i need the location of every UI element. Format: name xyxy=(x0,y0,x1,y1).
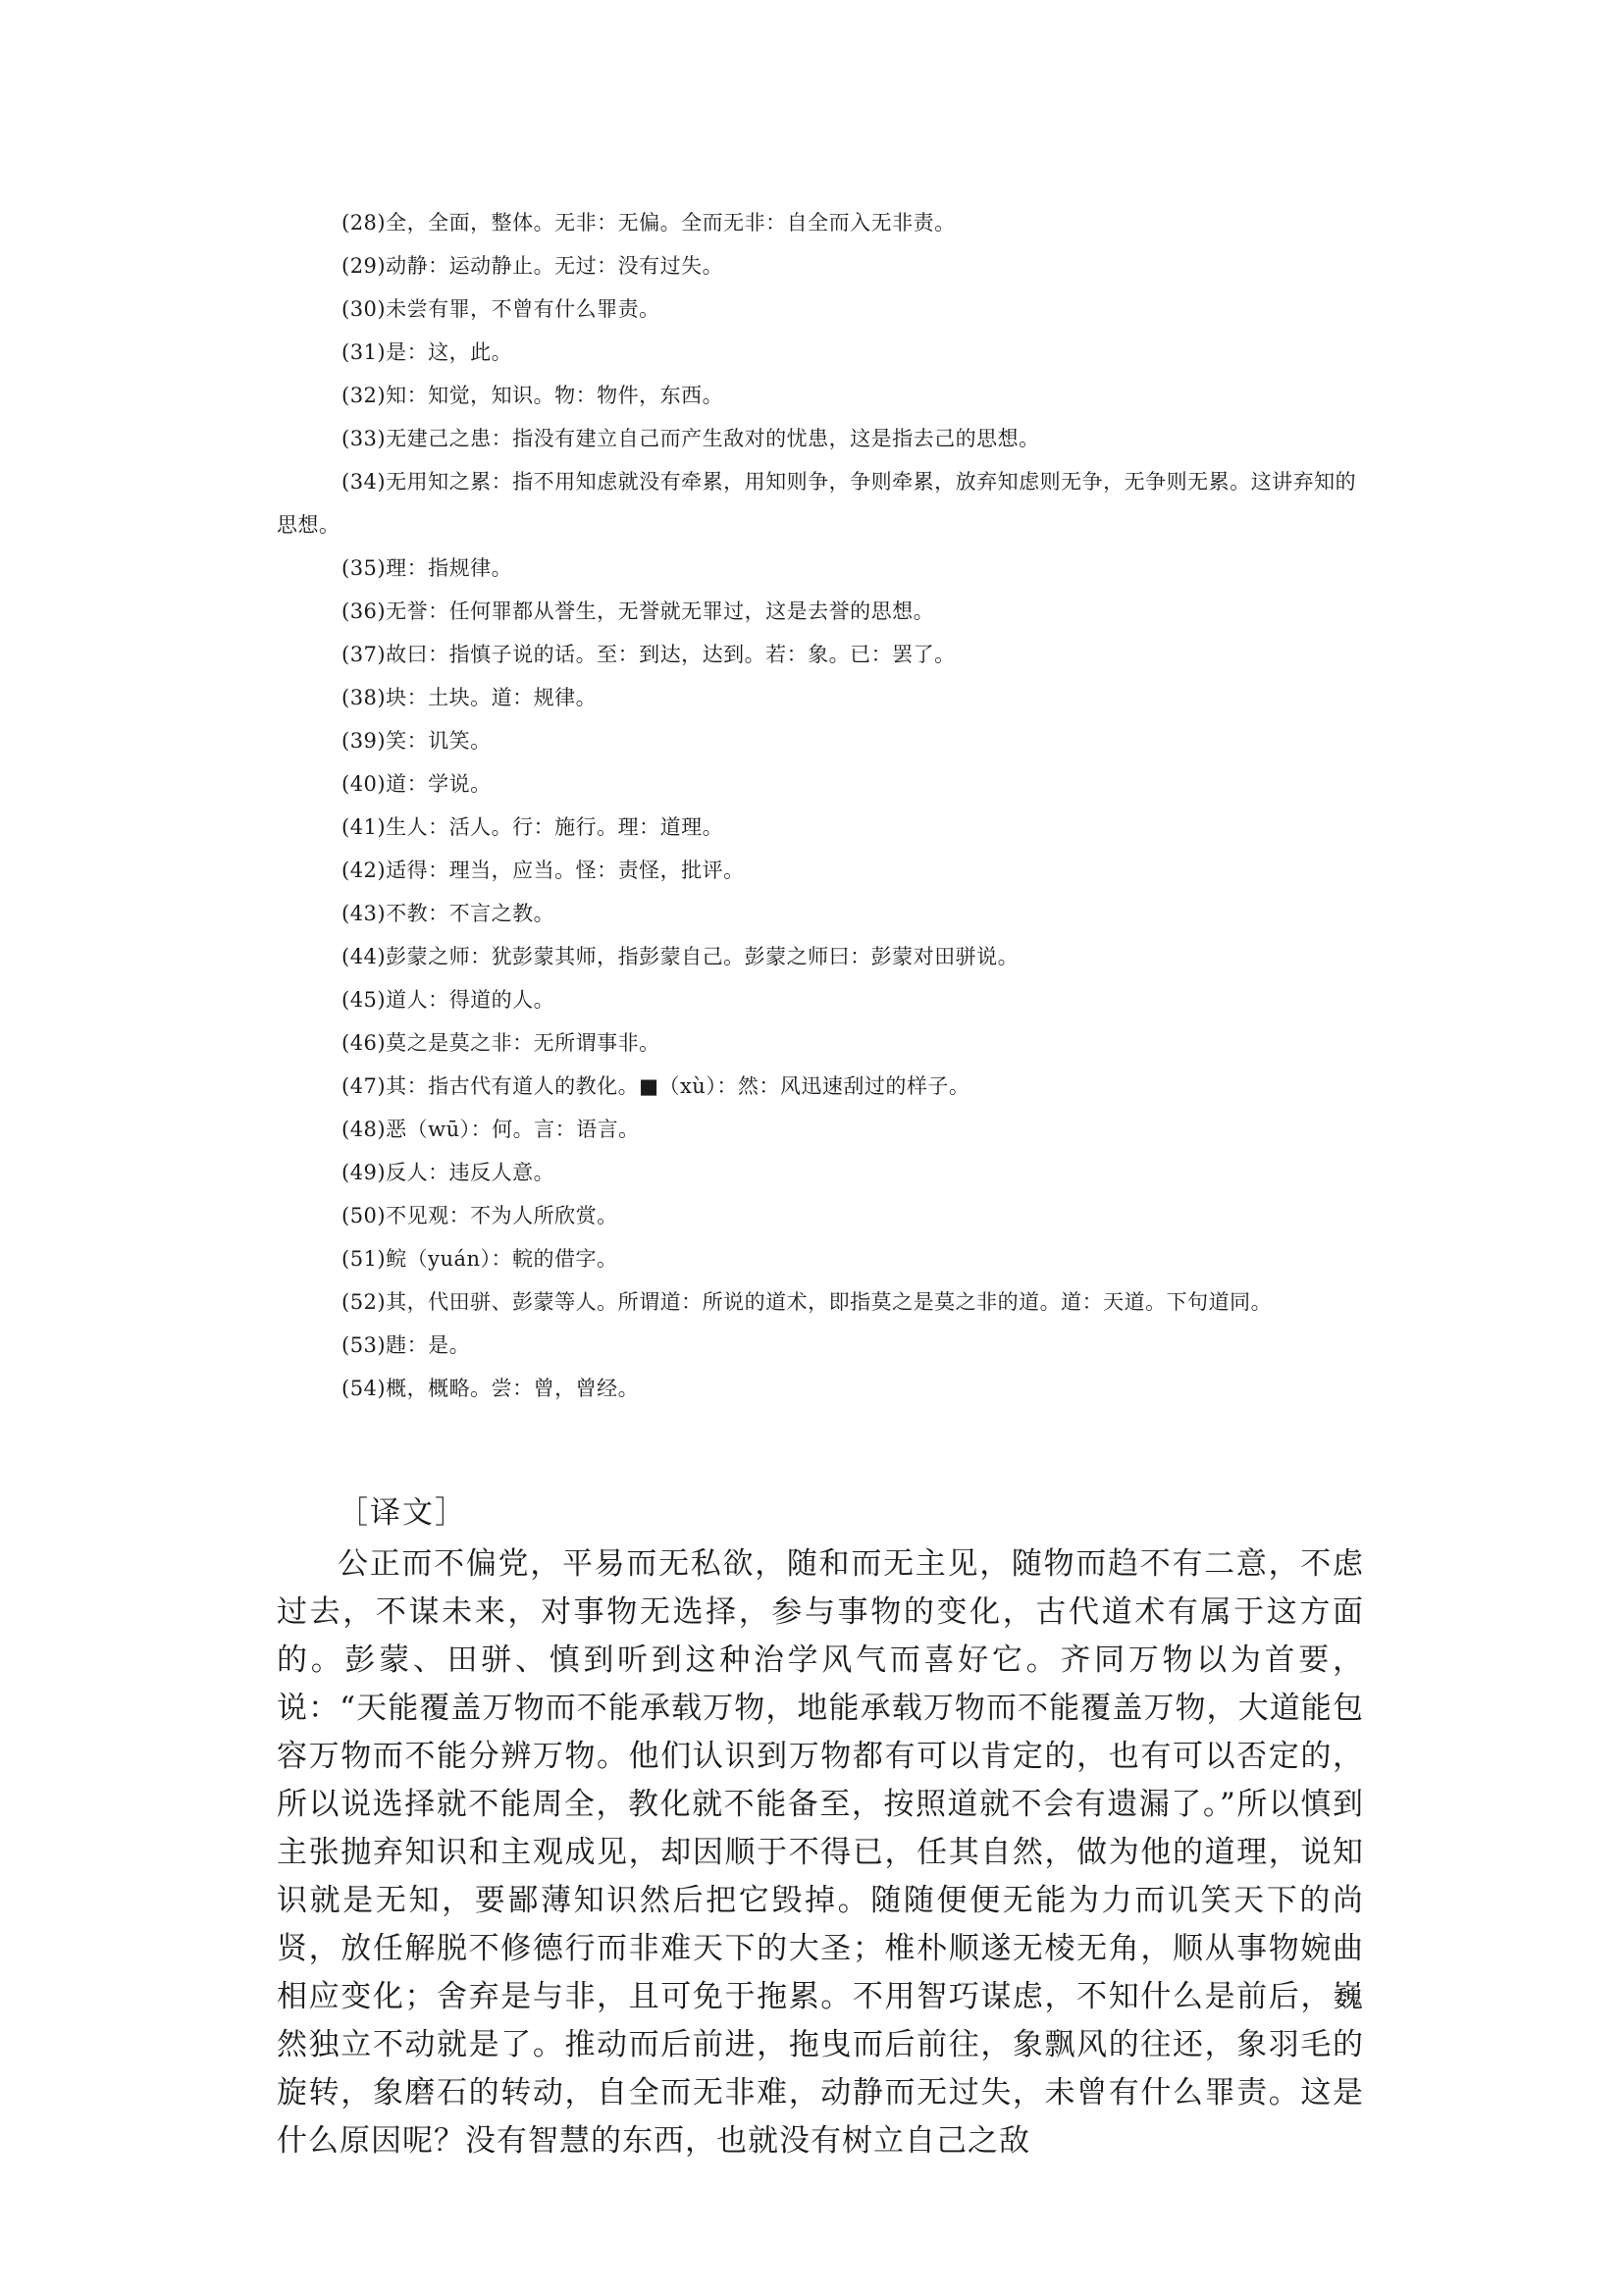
note-42: (42)适得：理当，应当。怪：责怪，批评。 xyxy=(341,859,745,882)
note-53: (53)韪：是。 xyxy=(341,1333,471,1357)
note-40: (40)道：学说。 xyxy=(341,772,492,796)
note-32: (32)知：知觉，知识。物：物件，东西。 xyxy=(341,384,724,407)
note-34: (34)无用知之累：指不用知虑就没有牵累，用知则争，争则牵累，放弃知虑则无争，无争则无累。这讲弃知的思想。 xyxy=(277,470,1357,537)
note-39: (39)笑：讥笑。 xyxy=(341,729,492,753)
translation-paragraph: 公正而不偏党，平易而无私欲，随和而无主见，随物而趋不有二意，不虑过去，不谋未来，对事物无选择，参与事物的变化，古代道术有属于这方面的。彭蒙、田骈、慎到听到这种治学风气而喜好它。齐同万物以为首要，说：“天能覆盖万物而不能承载万物，地能承载万物而不能覆盖万物，大道能包容万物而不能分辨万物。他们认识到万物都有可以肯定的，也有可以否定的，所以说选择就不能周全，教化就不能备至，按照道就不会有遗漏了。”所以慎到主张抛弃知识和主观成见，却因顺于不得已，任其自然，做为他的道理，说知识就是无知，要鄙薄知识然后把它毁掉。随随便便无能为力而讥笑天下的尚贤，放任解脱不修德行而非难天下的大圣；椎朴顺遂无棱无角，顺从事物婉曲相应变化；舍弃是与非，且可免于拖累。不用智巧谋虑，不知什么是前后，巍然独立不动就是了。推动而后前进，拖曳而后前往，象飘风的往还，象羽毛的旋转，象磨石的转动，自全而无非难，动静而无过失，未曾有什么罪责。这是什么原因呢？没有智慧的东西，也就没有树立自己之敌 xyxy=(277,1546,1364,2159)
note-51: (51)鲩（yuán）：輐的借字。 xyxy=(341,1247,618,1271)
note-43: (43)不教：不言之教。 xyxy=(341,902,555,925)
note-37: (37)故曰：指慎子说的话。至：到达，达到。若：象。已：罢了。 xyxy=(341,643,956,666)
note-38: (38)块：土块。道：规律。 xyxy=(341,686,598,709)
note-33: (33)无建己之患：指没有建立自己而产生敌对的忧患，这是指去己的思想。 xyxy=(341,427,1040,450)
note-49: (49)反人：违反人意。 xyxy=(341,1161,555,1184)
note-44: (44)彭蒙之师：犹彭蒙其师，指彭蒙自己。彭蒙之师曰：彭蒙对田骈说。 xyxy=(341,945,1020,968)
note-52: (52)其，代田骈、彭蒙等人。所谓道：所说的道术，即指莫之是莫之非的道。道：天道。下句道同。 xyxy=(341,1290,1273,1314)
note-48: (48)恶（wū）：何。言：语言。 xyxy=(341,1118,640,1141)
note-36: (36)无誉：任何罪都从誉生，无誉就无罪过，这是去誉的思想。 xyxy=(341,600,935,623)
note-46: (46)莫之是莫之非：无所谓事非。 xyxy=(341,1031,660,1055)
note-45: (45)道人：得道的人。 xyxy=(341,988,555,1012)
note-30: (30)未尝有罪，不曾有什么罪责。 xyxy=(341,297,660,321)
note-31: (31)是：这，此。 xyxy=(341,340,513,364)
note-47: (47)其：指古代有道人的教化。■（xù）：然：风迅速刮过的样子。 xyxy=(341,1074,970,1098)
note-41: (41)生人：活人。行：施行。理：道理。 xyxy=(341,815,724,839)
section-heading: ［译文］ xyxy=(338,1495,467,1531)
note-50: (50)不见观：不为人所欣赏。 xyxy=(341,1204,618,1227)
note-35: (35)理：指规律。 xyxy=(341,556,513,580)
note-29: (29)动静：运动静止。无过：没有过失。 xyxy=(341,254,724,278)
annotation-notes xyxy=(277,201,1364,1410)
note-28: (28)全，全面，整体。无非：无偏。全而无非：自全而入无非责。 xyxy=(341,211,956,235)
note-54: (54)概，概略。尝：曾，曾经。 xyxy=(341,1377,640,1400)
